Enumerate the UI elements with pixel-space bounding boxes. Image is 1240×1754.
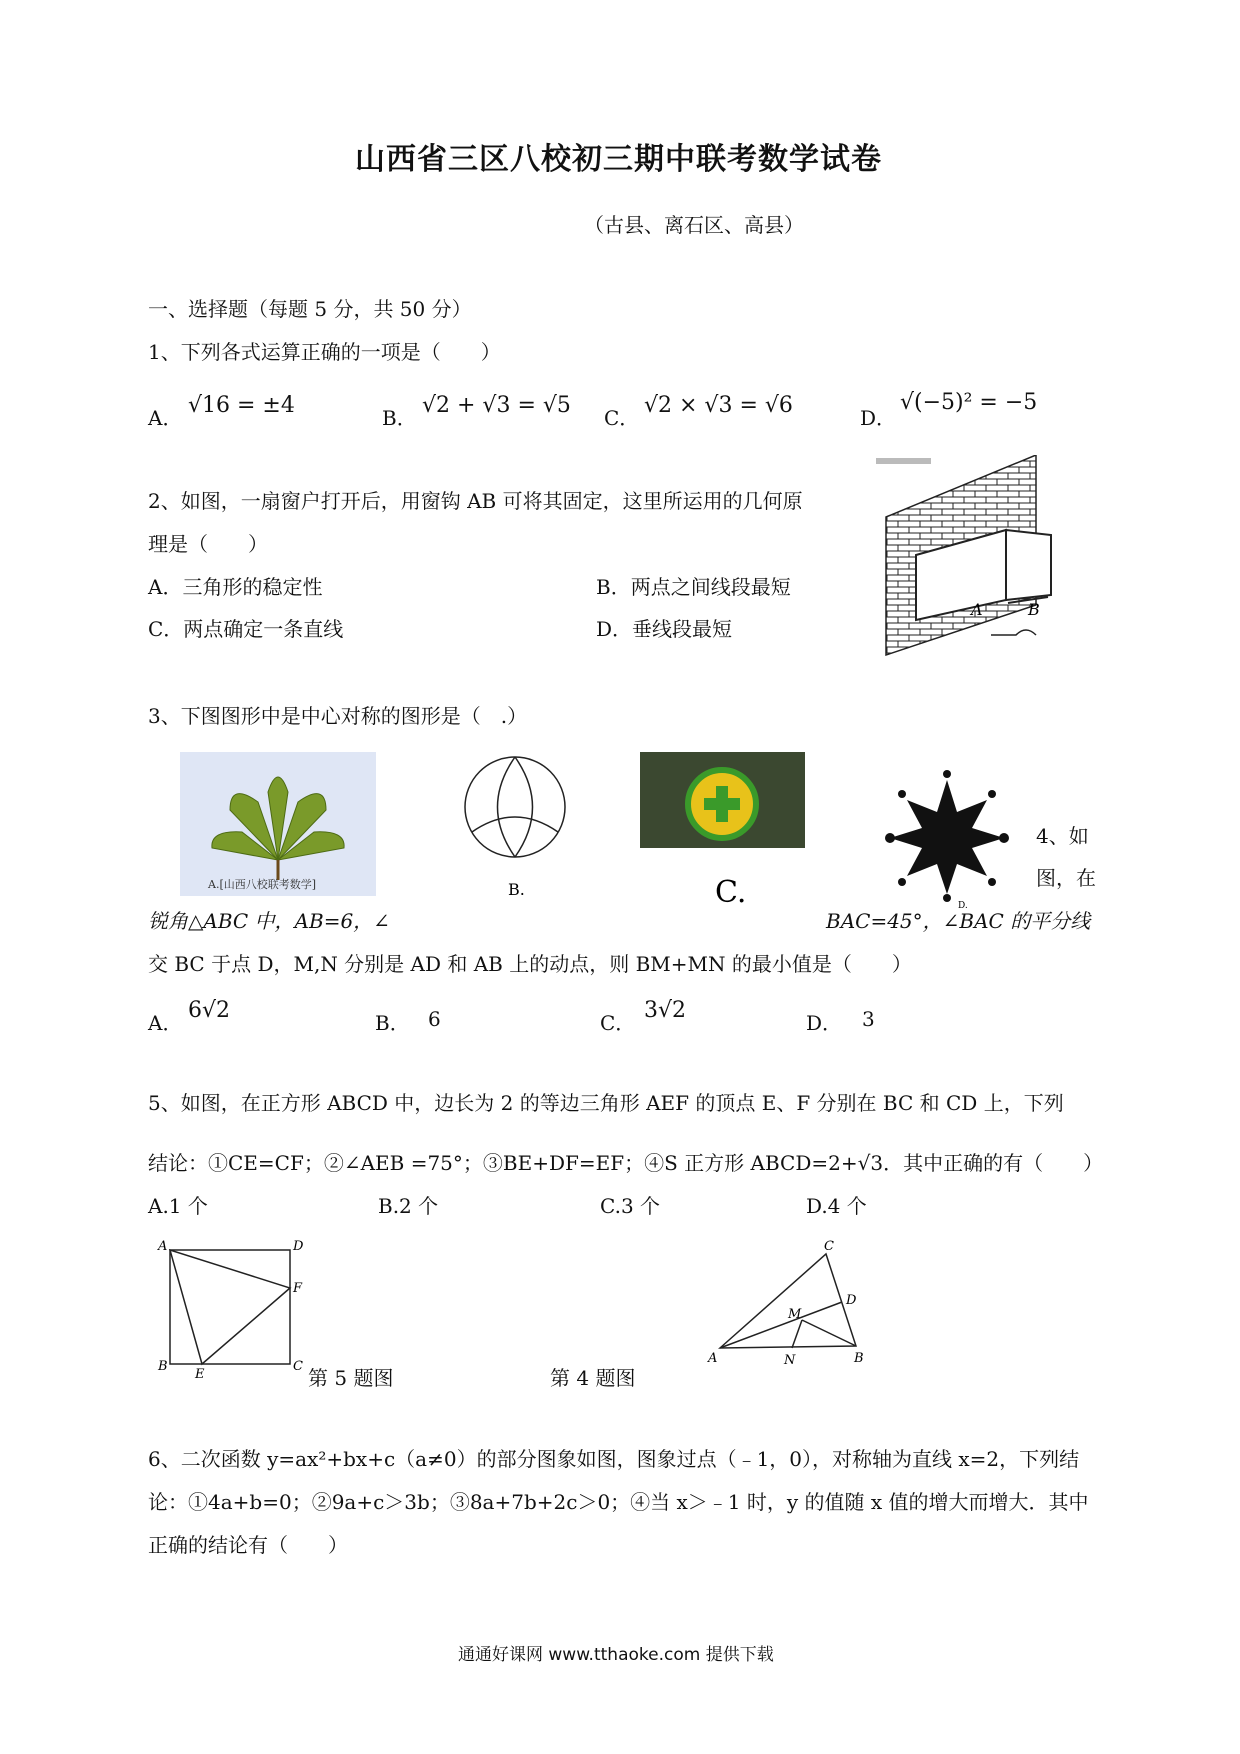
q6-line3: 正确的结论有（ ） <box>148 1533 348 1557</box>
page-subtitle: （古县、离石区、高县） <box>584 213 804 237</box>
q4-option-c-value: 3√2 <box>644 998 687 1023</box>
wall-ledge <box>876 458 931 464</box>
fig5-label-a: A <box>158 1239 168 1254</box>
figure-q5-caption: 第 5 题图 <box>308 1366 394 1390</box>
q4-line1-left: 锐角△ABC 中，AB=6，∠ <box>148 909 390 933</box>
q3-figure-d-star <box>882 770 1012 910</box>
q3-stem: 3、下图图形中是中心对称的图形是（ .） <box>148 704 528 728</box>
q4-option-a-label: A． <box>148 1011 183 1035</box>
figure-q4-triangle <box>706 1238 866 1368</box>
q5-stem-line2: 结论：①CE=CF；②∠AEB =75°；③BE+DF=EF；④S 正方形 ABCD=2+√3．其中正确的有（ ） <box>148 1151 1104 1175</box>
q6-line1: 6、二次函数 y=ax²+bx+c（a≠0）的部分图象如图，图象过点（﹣1，0），对称轴为直线 x=2，下列结 <box>148 1447 1080 1471</box>
q1-option-c-expr: √2 × √3 = √6 <box>644 393 793 418</box>
q4-option-b-label: B． <box>375 1011 410 1035</box>
fig4-label-d: D <box>846 1293 857 1308</box>
q4-option-d-value: 3 <box>862 1007 875 1031</box>
q4-line2: 交 BC 于点 D，M,N 分别是 AD 和 AB 上的动点，则 BM+MN 的最小值是（ ） <box>148 952 912 976</box>
q1-option-b-label: B． <box>382 406 417 430</box>
q3-figure-c-caption: C. <box>715 875 747 907</box>
q4-line1-right: BAC=45°，∠BAC 的平分线 <box>826 909 1091 933</box>
q1-option-a-expr: √16 = ±4 <box>188 393 295 418</box>
q2-option-a: A．三角形的稳定性 <box>148 575 323 599</box>
fig5-label-c: C <box>293 1359 303 1374</box>
q1-option-b-expr: √2 + √3 = √5 <box>422 393 571 418</box>
q2-option-d: D．垂线段最短 <box>596 617 733 641</box>
q5-option-c: C.3 个 <box>600 1194 661 1218</box>
fig5-label-e: E <box>195 1367 205 1378</box>
q2-stem-line1: 2、如图，一扇窗户打开后，用窗钩 AB 可将其固定，这里所运用的几何原 <box>148 489 803 513</box>
q3-figure-a-caption: A.[山西八校联考数学] <box>208 878 317 891</box>
q3-figure-d-caption: D. <box>958 901 968 910</box>
q1-option-d-label: D． <box>860 406 897 430</box>
q4-option-d-label: D． <box>806 1011 843 1035</box>
q5-option-a: A.1 个 <box>148 1194 208 1218</box>
fig4-label-b: B <box>854 1351 864 1366</box>
q2-option-c: C．两点确定一条直线 <box>148 617 344 641</box>
fig4-label-c: C <box>824 1239 834 1254</box>
q2-stem-line2: 理是（ ） <box>148 532 268 556</box>
q4-option-c-label: C． <box>600 1011 636 1035</box>
window-figure <box>876 455 1076 660</box>
q3-figure-b-circle <box>460 752 570 902</box>
q3-figure-b-caption: B. <box>508 880 525 899</box>
window-label-a: A <box>971 600 983 619</box>
q1-stem: 1、下列各式运算正确的一项是（ ） <box>148 340 501 364</box>
figure-q5-square <box>150 1238 310 1378</box>
fig5-label-f: F <box>293 1281 303 1296</box>
fig4-label-a: A <box>708 1351 718 1366</box>
page-footer: 通通好课网 www.tthaoke.com 提供下载 <box>458 1645 774 1665</box>
q3-figure-a-leaf <box>180 752 376 896</box>
section-heading: 一、选择题（每题 5 分，共 50 分） <box>148 297 472 321</box>
q4-option-a-value: 6√2 <box>188 998 231 1023</box>
q2-option-b: B．两点之间线段最短 <box>596 575 791 599</box>
q5-option-b: B.2 个 <box>378 1194 439 1218</box>
q4-intro-a: 4、如 <box>1036 824 1089 848</box>
q5-stem-line1: 5、如图，在正方形 ABCD 中，边长为 2 的等边三角形 AEF 的顶点 E、F 分别在 BC 和 CD 上，下列 <box>148 1091 1064 1115</box>
fig5-label-d: D <box>293 1239 304 1254</box>
q4-option-b-value: 6 <box>428 1007 441 1031</box>
q1-option-c-label: C． <box>604 406 640 430</box>
window-label-b: B <box>1028 600 1040 619</box>
page-title: 山西省三区八校初三期中联考数学试卷 <box>355 142 882 177</box>
hook-curve <box>991 630 1036 635</box>
fig4-label-m: M <box>788 1307 802 1322</box>
q4-intro-b: 图，在 <box>1036 866 1096 890</box>
q5-option-d: D.4 个 <box>806 1194 867 1218</box>
q1-option-a-label: A． <box>148 406 183 430</box>
figure-q4-caption: 第 4 题图 <box>550 1366 636 1390</box>
q1-option-d-expr: √(−5)² = −5 <box>900 390 1038 415</box>
q3-figure-c-logo <box>640 752 805 907</box>
fig4-label-n: N <box>784 1353 796 1368</box>
fig5-label-b: B <box>158 1359 168 1374</box>
q6-line2: 论：①4a+b=0；②9a+c＞3b；③8a+7b+2c＞0；④当 x＞﹣1 时，y 的值随 x 值的增大而增大．其中 <box>148 1490 1089 1514</box>
window-sash <box>1006 530 1051 600</box>
